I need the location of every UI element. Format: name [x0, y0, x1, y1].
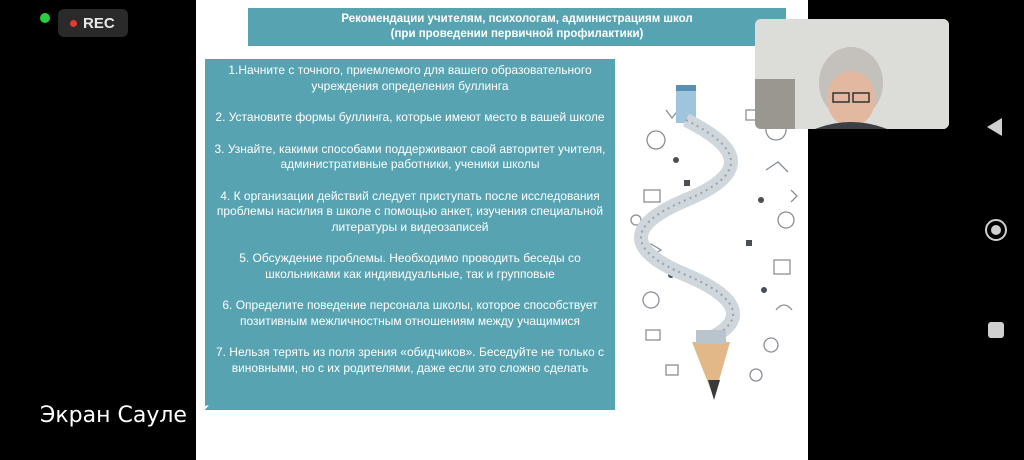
recording-label: REC: [83, 14, 115, 32]
list-item: 2. Установите формы буллинга, которые имеют место в вашей школе: [215, 110, 605, 124]
record-dot-icon: [70, 20, 77, 27]
list-item: 5. Обсуждение проблемы. Необходимо проводить беседы со школьниками как индивидуальные, так и групповые: [239, 251, 581, 281]
slide-title-line-2: (при проведении первичной профилактики): [390, 28, 644, 40]
pencil-staircase-illustration: [626, 80, 806, 420]
shared-slide: [196, 0, 808, 460]
home-icon[interactable]: [985, 219, 1007, 241]
recommendations-list: [205, 59, 615, 410]
list-item: 3. Узнайте, какими способами поддерживают свой авторитет учителя, административные работники, ученики школы: [214, 141, 606, 171]
status-dot: [40, 13, 50, 23]
recent-apps-icon[interactable]: [988, 322, 1004, 338]
screen-share-caption: Экран Сауле К: [40, 403, 210, 428]
list-item: 4. К организации действий следует приступать после исследования проблемы насилия в школе с помощью анкет, изучения специальной литературы и видеозаписей: [216, 188, 604, 234]
participant-video-frame: [755, 19, 949, 129]
slide-title: [248, 8, 786, 46]
list-item: 1.Начните с точного, приемлемого для вашего образовательного учреждения определения буллинга: [228, 63, 592, 93]
back-icon[interactable]: [987, 118, 1002, 136]
list-item: 7. Нельзя терять из поля зрения «обидчиков». Беседуйте не только с виновными, но с их родителями, даже если это сложно сделать: [215, 345, 605, 375]
list-item: 6. Определите поведение персонала школы, которое способствует позитивным межличностным отношениям между учащимися: [222, 298, 598, 328]
recording-indicator: [58, 9, 128, 37]
participant-video-thumbnail[interactable]: [755, 19, 949, 129]
slide-title-line-1: Рекомендации учителям, психологам, администрациям школ: [341, 13, 693, 25]
